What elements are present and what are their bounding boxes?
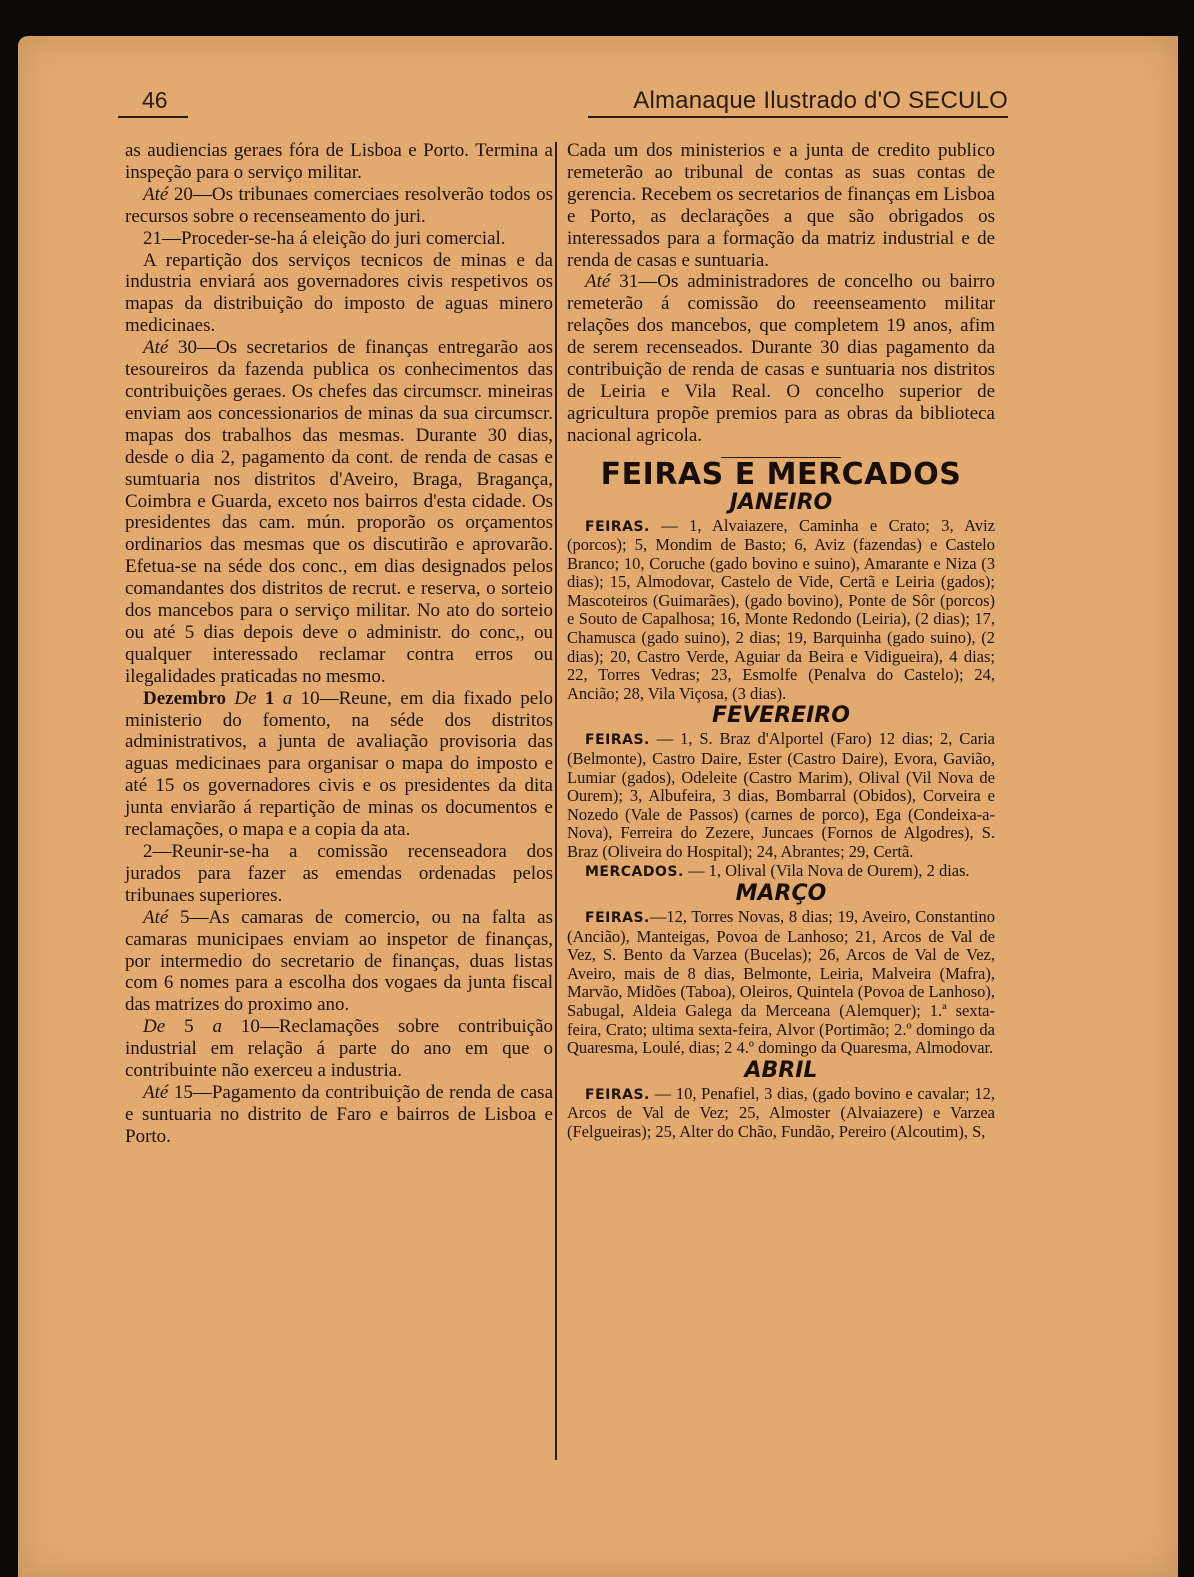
date-number: 20: [173, 183, 193, 205]
date-number: 21: [143, 227, 162, 249]
date-number: 2: [143, 841, 153, 862]
fairs-paragraph: [567, 517, 995, 704]
date-connector: a: [212, 1016, 222, 1038]
month-title-janeiro: JANEIRO: [729, 489, 833, 515]
date-lead: Até: [143, 906, 169, 928]
paragraph: [125, 184, 553, 228]
date-number: 5: [184, 1016, 194, 1038]
paragraph-text: —Proceder-se-ha á eleição do juri comercial.: [162, 227, 506, 249]
fairs-text: — 1, Alvaiazere, Caminha e Crato; 3, Aviz (porcos); 5, Mondim de Basto; 6, Aviz (fazendas) e Castelo Branco; 10, Coruche (gado bovino e suino), Amarante e Niza (3 dias); 15, Almodovar, Castelo de Vide, Certã e Leiria (gados); Mascoteiros (Guimarães), (gado bovino), Ponte de Sôr (porcos) e Souto de Capalhosa; 16, Monte Redondo (Leiria), (2 dias); 17, Chamusca (gado suino), 2 dias; 19, Barquinha (gado suino), (2 dias); 20, Castro Verde, Aguiar da Beira e Vidigueira), 4 dias; 22, Torres Vedras; 23, Esmolfe (Penalva do Castelo); 24, Ancião; 28, Vila Viçosa, (3 dias).: [567, 515, 995, 703]
date-number: 10: [240, 1016, 260, 1038]
paragraph: [125, 1082, 553, 1148]
paragraph: [125, 1016, 553, 1082]
date-number: 15: [173, 1081, 193, 1103]
date-lead: Até: [143, 183, 169, 205]
paragraph: A repartição dos serviços tecnicos de minas e da industria enviará aos governadores civis respetivos os mapas da distribuição do imposto de aguas minero medicinaes.: [125, 249, 553, 337]
paragraph-text: —As camaras de comercio, ou na falta as camaras municipaes enviam ao inspetor de finanças, por intermedio do secretario de finanças, duas listas com 6 nomes para a escolha dos vogaes da junta fiscal das matrizes do proximo ano.: [125, 906, 553, 1016]
paragraph-text: —Pagamento da contribuição de renda de casa e suntuaria no distrito de Faro e bairros de Lisboa e Porto.: [125, 1081, 553, 1147]
fairs-paragraph: [567, 908, 995, 1058]
date-lead: De: [234, 687, 257, 709]
fairs-paragraph: [567, 730, 995, 861]
section-title: FEIRAS E MERCADOS: [600, 456, 962, 492]
date-number: 31: [619, 271, 639, 293]
month-title-abril: ABRIL: [744, 1057, 818, 1083]
fairs-text: —12, Torres Novas, 8 dias; 19, Aveiro, Constantino (Ancião), Manteigas, Povoa de Lanhoso; 21, Arcos de Val de Vez, S. Bento da Varzea (Bucelas); 26, Arcos de Val de Vez, Aveiro, mais de 8 dias, Belmonte, Leiria, Malveira (Mafra), Marvão, Midões (Taboa), Oleiros, Quintela (Povoa de Lanhoso), Sabugal, Aldeia Galega da Merceana (Alemquer); 1.ª sexta-feira, Crato; ultima sexta-feira, Alvor (Portimão; 2.º domingo da Quaresma, Loulé, dias; 2 4.º domingo da Quaresma, Almodovar.: [567, 907, 995, 1058]
markets-text: — 1, Olival (Vila Nova de Ourem), 2 dias.: [683, 860, 970, 880]
fairs-label: FEIRAS.: [585, 732, 650, 749]
date-number: 5: [179, 906, 190, 928]
date-lead: Até: [143, 1081, 169, 1103]
date-lead: Até: [585, 271, 611, 293]
date-number: 10: [300, 687, 320, 709]
month-title-fevereiro: FEVEREIRO: [712, 703, 850, 729]
markets-paragraph: [567, 862, 995, 882]
running-title-rule: [588, 116, 1008, 118]
paragraph-text: —Reclamações sobre contribuição industrial em relação á parte do ano em que o contribuinte não exerceu a industria.: [125, 1016, 554, 1082]
fairs-paragraph: [567, 1085, 995, 1142]
paragraph-text: —Reune, em dia fixado pelo ministerio do fomento, na séde dos distritos administrativos, a junta de avaliação provisoria das aguas medicinaes para organisar o mapa do imposto e até 15 os governadores civis e os presidentes da dita junta enviarão á repartição de minas os documentos e reclamações, o mapa e a copia da ata.: [125, 687, 554, 841]
paragraph-text: —Os secretarios de finanças entregarão aos tesoureiros da fazenda publica os conhecimentos das contribuições geraes. Os chefes das circumscr. mineiras enviam aos concessionarios de minas da sua circumscr. mapas dos trabalhos das mesmas. Durante 30 dias, desde o dia 2, pagamento da cont. de renda de casas e sumtuaria nos distritos d'Aveiro, Braga, Bragança, Coimbra e Guarda, exceto nos bairros d'esta cidade. Os presidentes das cam. mún. proporão os orçamentos ordinarios das mesmas que os discutirão e aprovarão. Efetua-se na séde dos conc., em dias designados pelos comandantes dos distritos de recrut. e reserva, o sorteio dos mancebos para o serviço militar. No ato do sorteio ou até 5 dias depois deve o administr. do conc,, ou qualquer interessado reclamar contra erros ou ilegalidades praticadas no mesmo.: [125, 337, 554, 687]
paragraph: [125, 337, 553, 688]
fairs-label: FEIRAS.: [585, 518, 650, 535]
page-number-rule: [118, 116, 188, 118]
date-lead: Até: [143, 337, 169, 359]
column-divider: [555, 142, 557, 1460]
right-column: [567, 140, 995, 1141]
paragraph: as audiencias geraes fóra de Lisboa e Porto. Termina a inspeção para o serviço militar.: [125, 140, 553, 183]
left-column: [125, 140, 553, 1148]
paragraph: [567, 271, 995, 446]
fairs-text: — 10, Penafiel, 3 dias, (gado bovino e cavalar; 12, Arcos de Val de Vez; 25, Almoster (Alvaiazere) e Varzea (Felgueiras); 25, Alter do Chão, Fundão, Pereiro (Alcoutim), S,: [567, 1083, 995, 1141]
month-title-marco: MARÇO: [735, 881, 827, 907]
paragraph: [125, 841, 553, 907]
date-lead: De: [143, 1016, 166, 1038]
paragraph-text: —Os administradores de concelho ou bairro remeterão á comissão do reeenseamento militar relações dos mancebos, que completem 19 anos, afim de serem recenseados. Durante 30 dias pagamento da contribuição de renda de casas e suntuaria nos distritos de Leiria e Vila Real. O concelho superior de agricultura propõe premios para as obras da biblioteca nacional agricola.: [567, 271, 995, 446]
date-connector: a: [282, 687, 293, 709]
date-number: 1: [264, 687, 275, 709]
running-title: Almanaque Ilustrado d'O SECULO: [633, 87, 1008, 114]
paragraph-text: —Reunir-se-ha a comissão recenseadora dos jurados para fazer as emendas ordenadas pelos tribunaes superiores.: [125, 841, 553, 906]
paragraph: [125, 228, 553, 250]
month-heading: Dezembro: [143, 687, 227, 709]
markets-label: MERCADOS.: [585, 863, 684, 880]
date-number: 30: [177, 337, 197, 359]
paragraph: [125, 688, 553, 841]
paragraph: [125, 907, 553, 1017]
fairs-label: FEIRAS.: [585, 1086, 650, 1103]
page-number: 46: [142, 87, 168, 113]
paragraph: Cada um dos ministerios e a junta de credito publico remeterão ao tribunal de contas as suas contas de gerencia. Recebem os secretarios de finanças em Lisboa e Porto, as declarações a que são obrigados os interessados para a formação da matriz industrial e de renda de casas e suntuaria.: [567, 140, 995, 271]
fairs-text: — 1, S. Braz d'Alportel (Faro) 12 dias; 2, Caria (Belmonte), Castro Daire, Ester (Castro Daire), Evora, Gavião, Lumiar (gados), Odeleite (Castro Marim), Olival (Vil Nova de Ourem); 3, Albufeira, 3 dias, Bombarral (Obidos), Corveira e Nozedo (Vale de Passos) (carnes de porco), Ega (Condeixa-a-Nova), Ferreira do Zezere, Juncaes (Fornos de Algodres), S. Braz (Oliveira do Hospital); 24, Abrantes; 29, Certã.: [567, 729, 995, 861]
page-header: [118, 85, 1008, 121]
fairs-label: FEIRAS.: [585, 910, 650, 926]
paragraph-text: —Os tribunaes comerciaes resolverão todos os recursos sobre o recenseamento do juri.: [125, 183, 553, 227]
